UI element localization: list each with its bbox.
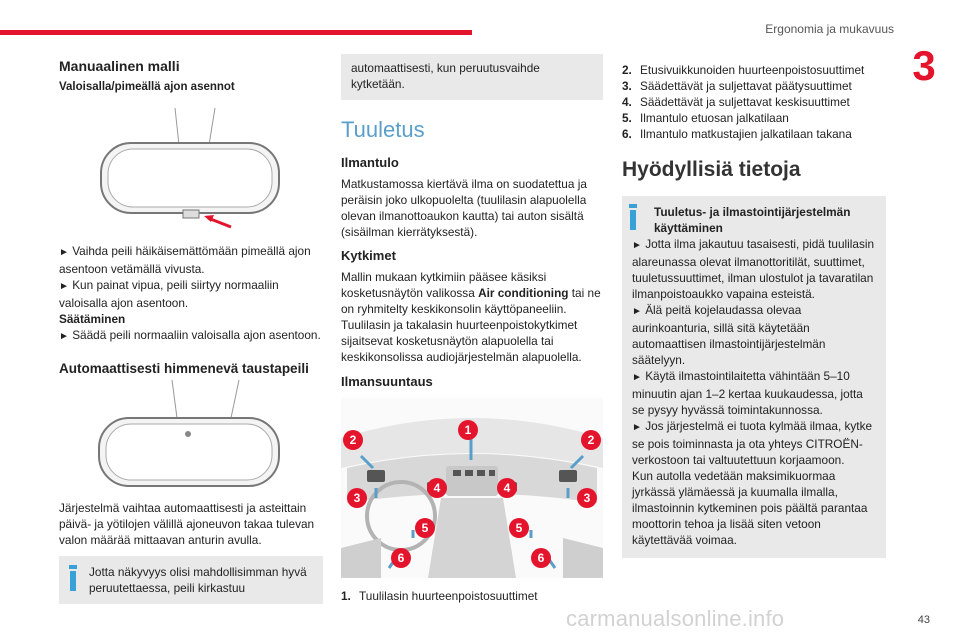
useful-info-box-title: Tuuletus- ja ilmastointijärjestelmän käyttäminen bbox=[654, 205, 851, 235]
page-number: 43 bbox=[917, 614, 930, 626]
auto-dimming-heading: Automaattisesti himmenevä taustapeili bbox=[59, 361, 309, 376]
reverse-note-continued-text: automaattisesti, kun peruutusvaihde kytketään. bbox=[351, 61, 540, 91]
useful-info-bullet-3: ► Käytä ilmastointilaitetta vähintään 5–10 minuutin ajan 1–2 kertaa kuukaudessa, jotta se pysyy hyvässä toimintakunnossa. bbox=[632, 369, 863, 417]
vent-legend-item: 4. Säädettävät ja suljettavat keskisuuttimet bbox=[622, 95, 850, 109]
vent-marker-4-left: 4 bbox=[427, 478, 447, 498]
vent-marker-4-right: 4 bbox=[497, 478, 517, 498]
useful-info-bullet-4: ► Jos järjestelmä ei tuota kylmää ilmaa, kytke se pois toiminnasta ja ota yhteys CITROËN-verkostoon tai valtuutettuun korjaamoon. bbox=[632, 419, 873, 467]
chapter-title: Ergonomia ja mukavuus bbox=[765, 22, 894, 36]
air-direction-heading: Ilmansuuntaus bbox=[341, 374, 433, 389]
vent-marker-6-left: 6 bbox=[391, 548, 411, 568]
chapter-color-bar bbox=[0, 30, 472, 35]
manual-model-subheading: Valoisalla/pimeällä ajon asennot bbox=[59, 81, 235, 93]
vent-marker-3-left: 3 bbox=[347, 488, 367, 508]
chapter-number: 3 bbox=[912, 42, 936, 89]
vent-legend-item: 3. Säädettävät ja suljettavat päätysuuttimet bbox=[622, 79, 852, 93]
reverse-note-text: Jotta näkyvyys olisi mahdollisimman hyvä peruutettaessa, peili kirkastuu bbox=[89, 565, 307, 595]
vent-marker-3-right: 3 bbox=[577, 488, 597, 508]
air-intake-text: Matkustamossa kiertävä ilma on suodatettua ja peräisin joko ulkopuolelta (tuulilasin alapuolella olevan ilmanottoaukon kautta) tai auton sisältä (sisäilman kierrätyksestä). bbox=[341, 177, 587, 239]
adjust-label: Säätäminen bbox=[59, 312, 126, 326]
vent-legend-item: 5. Ilmantulo etuosan jalkatilaan bbox=[622, 111, 789, 125]
info-icon bbox=[628, 204, 638, 230]
manual-bullet-2: ► Kun painat vipua, peili siirtyy normaaliin valoisalla ajon asentoon. bbox=[59, 278, 279, 310]
vent-legend-item: 2. Etusivuikkunoiden huurteenpoistosuuttimet bbox=[622, 63, 865, 77]
controls-heading: Kytkimet bbox=[341, 248, 396, 263]
useful-info-heading: Hyödyllisiä tietoja bbox=[622, 158, 801, 181]
column-3 bbox=[622, 62, 886, 558]
controls-text: Mallin mukaan kytkimiin pääsee käsiksi kosketusnäytön valikossa Air conditioning tai ne on ryhmitelty keskikonsolin käyttöpaneeliin. bbox=[341, 270, 601, 316]
defrost-switch-text: Tuulilasin ja takalasin huurteenpoistokytkimet sijaitsevat kosketusnäytön alapuolella tai keskikonsolissa audiojärjestelmän alapuolella. bbox=[341, 318, 582, 364]
manual-model-heading: Manuaalinen malli bbox=[59, 58, 180, 74]
reverse-note-box bbox=[59, 556, 323, 604]
vent-legend-list bbox=[622, 62, 886, 142]
useful-info-box bbox=[622, 196, 886, 558]
dashboard-vent-illustration bbox=[341, 398, 603, 578]
column-2 bbox=[341, 54, 603, 604]
vent-marker-5-left: 5 bbox=[415, 518, 435, 538]
useful-info-bullet-2: ► Älä peitä kojelaudassa olevaa aurinkoanturia, sillä sitä käytetään automaattisen ilmastointijärjestelmän säätelyyn. bbox=[632, 303, 826, 367]
ventilation-heading: Tuuletus bbox=[341, 117, 425, 142]
manual-bullet-3: ► Säädä peili normaaliin valoisalla ajon asentoon. bbox=[59, 328, 321, 342]
air-intake-heading: Ilmantulo bbox=[341, 155, 399, 170]
vent-marker-2-right: 2 bbox=[581, 430, 601, 450]
watermark: carmanualsonline.info bbox=[566, 606, 785, 631]
vent-marker-6-right: 6 bbox=[531, 548, 551, 568]
useful-info-bullet-1: ► Jotta ilma jakautuu tasaisesti, pidä tuulilasin alareunassa olevat ilmanottoritilät, suuttimet, tuuletussuuttimet, ilman ulostulot ja tavaratilan ilmanpoistoaukko vapaina esteistä. bbox=[632, 237, 875, 301]
column-1 bbox=[59, 58, 323, 604]
useful-info-final: Kun autolla vedetään maksimikuormaa jyrkässä ylämäessä ja kuumalla ilmalla, ilmastoinnin kytkeminen pois päältä parantaa moottorin tehoa ja lisää siten vetoon käytettävää voimaa. bbox=[632, 469, 868, 547]
manual-mirror-illustration bbox=[59, 103, 323, 233]
vent-marker-1: 1 bbox=[458, 420, 478, 440]
info-icon bbox=[68, 565, 78, 591]
vent-legend-item: 6. Ilmantulo matkustajien jalkatilaan takana bbox=[622, 127, 852, 141]
auto-mirror-illustration bbox=[59, 378, 323, 496]
vent-marker-5-right: 5 bbox=[509, 518, 529, 538]
vent-legend-item-1: 1. Tuulilasin huurteenpoistosuuttimet bbox=[341, 589, 538, 603]
manual-bullet-1: ► Vaihda peili häikäisemättömään pimeällä ajon asentoon vetämällä vivusta. bbox=[59, 244, 311, 276]
reverse-note-continued bbox=[341, 54, 603, 100]
vent-marker-2-left: 2 bbox=[343, 430, 363, 450]
auto-dimming-text: Järjestelmä vaihtaa automaattisesti ja asteittain päivä- ja yötilojen välillä ajoneuvon takaa tulevan valon määrää mittaavan anturin avulla. bbox=[59, 501, 315, 547]
